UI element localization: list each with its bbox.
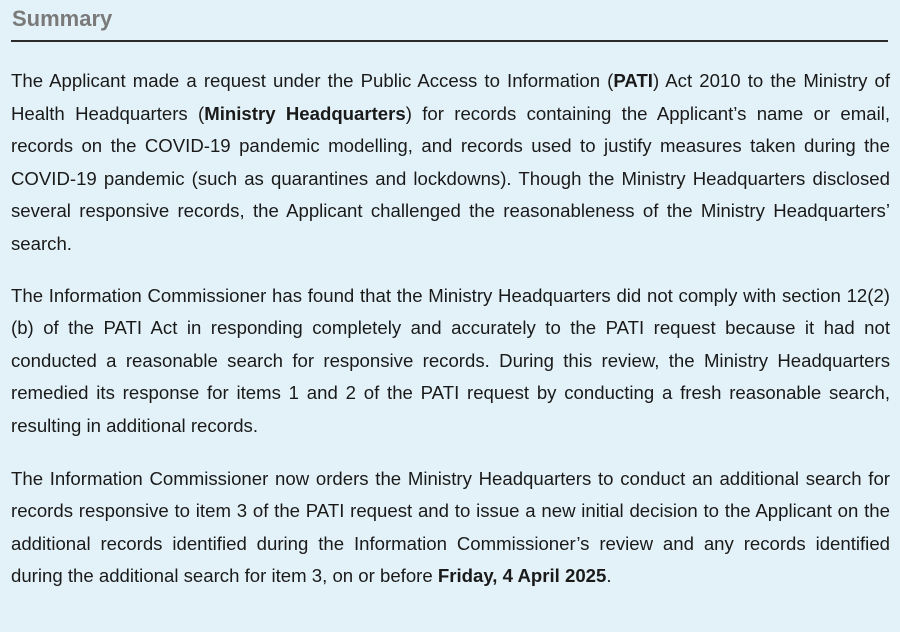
paragraph-1-text-b: ) Act 2010 to the Ministry of Health Headquarters (	[11, 70, 890, 124]
ministry-headquarters-abbreviation: Ministry Headquarters	[204, 102, 406, 124]
deadline-date: Friday, 4 April 2025	[437, 565, 607, 587]
paragraph-3-text-a: The Information Commissioner now orders the Ministry Headquarters to conduct an additional search for records responsive to item 3 of the PATI request and to issue a new initial decision to the Applicant on the additional records identified during the Information Commissioner’s review and any records identified during the additional search for item 3, on or before	[11, 467, 890, 587]
paragraph-1-text-a: The Applicant made a request under the Public Access to Information (	[11, 70, 614, 91]
summary-paragraph-1	[11, 65, 890, 261]
summary-paragraph-2: The Information Commissioner has found that the Ministry Headquarters did not comply with section 12(2)(b) of the PATI Act in responding completely and accurately to the PATI request because it had not conducted a reasonable search for responsive records. During this review, the Ministry Headquarters remedied its response for items 1 and 2 of the PATI request by conducting a fresh reasonable search, resulting in additional records.	[11, 284, 890, 436]
pati-abbreviation: PATI	[613, 70, 653, 91]
section-heading: Summary	[11, 0, 888, 42]
paragraph-1-text-c: ) for records containing the Applicant’s name or email, records on the COVID-19 pandemic modelling, and records used to justify measures taken during the COVID-19 pandemic (such as quarantines and lockdowns). Though the Ministry Headquarters disclosed several responsive records, the Applicant challenged the reasonableness of the Ministry Headquarters’ search.	[11, 102, 890, 254]
paragraph-3-text-b: .	[606, 565, 612, 587]
summary-paragraph-3	[11, 463, 890, 593]
